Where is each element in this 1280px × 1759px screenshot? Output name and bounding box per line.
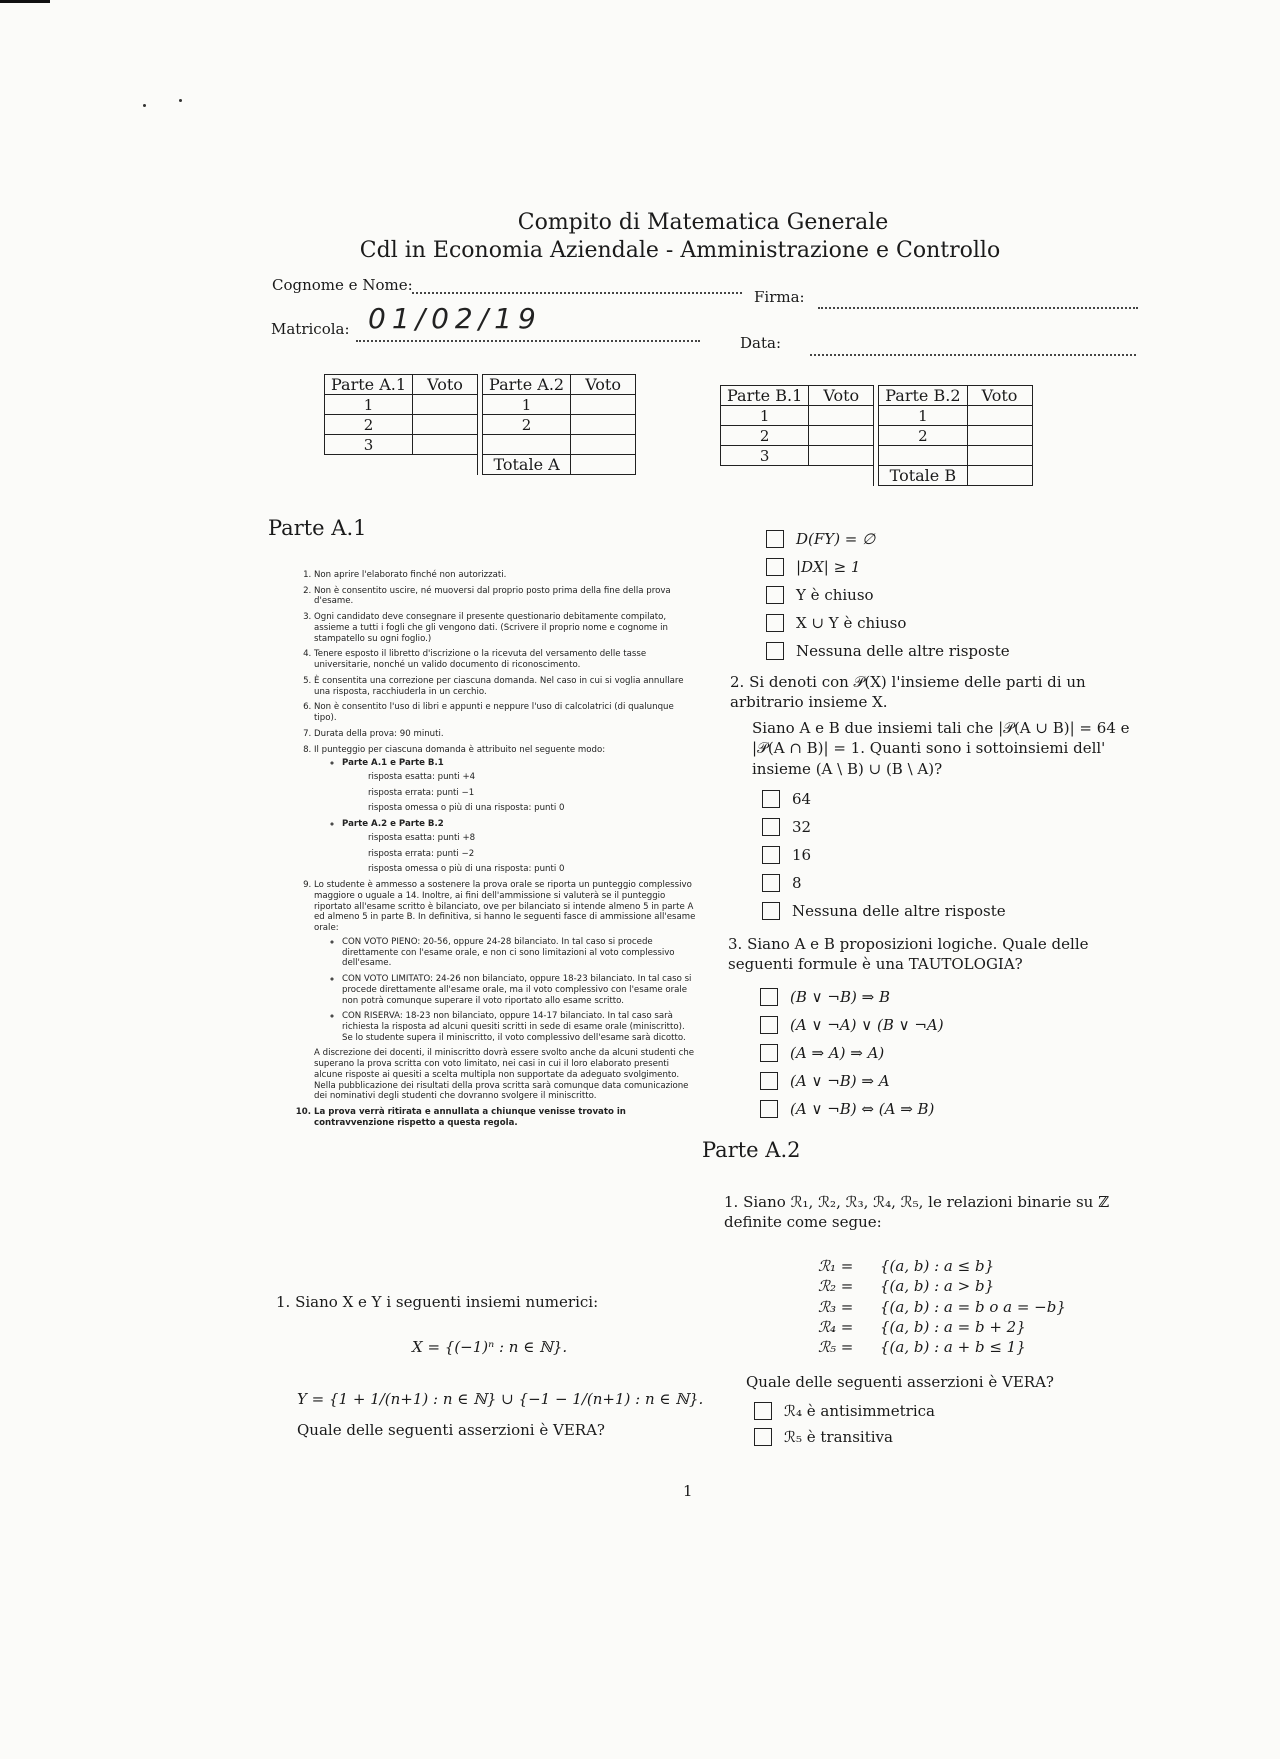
- scoring-item: risposta errata: punti −2: [368, 848, 475, 859]
- answer-option[interactable]: 16: [762, 846, 811, 864]
- checkbox[interactable]: [762, 846, 780, 864]
- question-text: Siano ℛ₁, ℛ₂, ℛ₃, ℛ₄, ℛ₅, le relazioni binarie su ℤ definite come segue:: [724, 1193, 1110, 1232]
- rule-item: 1. Non aprire l'elaborato finché non autorizzati.: [314, 570, 698, 581]
- question-prompt: Quale delle seguenti asserzioni è VERA?: [746, 1373, 1054, 1391]
- scoring-item: risposta esatta: punti +8: [368, 832, 476, 843]
- rule-item: [314, 880, 698, 1102]
- col-parte-a1: Parte A.1: [325, 375, 413, 395]
- id-field[interactable]: [356, 340, 700, 342]
- answer-option[interactable]: Y è chiuso: [766, 586, 874, 604]
- score-cell[interactable]: [967, 426, 1032, 446]
- rule-item: 7. Durata della prova: 90 minuti.: [314, 729, 698, 740]
- row-number: 3: [721, 446, 809, 466]
- scan-corner-mark: [0, 0, 50, 3]
- row-number: 3: [325, 435, 413, 455]
- checkbox[interactable]: [762, 790, 780, 808]
- rule-item: 2. Non è consentito uscire, né muoversi dal proprio posto prima della fine della prova d'esame.: [314, 586, 698, 607]
- total-b-cell[interactable]: [967, 466, 1032, 486]
- question-a1-3: 3. Siano A e B proposizioni logiche. Quale delle seguenti formule è una TAUTOLOGIA?: [728, 935, 1089, 974]
- exam-rules: [290, 570, 698, 1134]
- scan-speck: [179, 99, 182, 102]
- answer-option[interactable]: (B ∨ ¬B) ⇒ B: [760, 988, 890, 1006]
- scoring-item: risposta omessa o più di una risposta: punti 0: [368, 803, 565, 814]
- score-cell[interactable]: [413, 395, 478, 415]
- answer-option[interactable]: 32: [762, 818, 811, 836]
- row-number: 2: [483, 415, 571, 435]
- checkbox[interactable]: [760, 1016, 778, 1034]
- admission-band: ◦ CON VOTO LIMITATO: 24-26 non bilanciato, oppure 18-23 bilanciato. In tal caso si procede direttamente all'esame orale, ma il voto complessivo con l'esame orale non potrà comunque superare il voto riportato allo esame scritto.: [342, 974, 698, 1006]
- relation-row: ℛ₅ = {(a, b) : a + b ≤ 1}: [818, 1338, 1026, 1356]
- grade-table-b: [720, 385, 1033, 486]
- col-voto: Voto: [413, 375, 478, 395]
- title-line2: Cdl in Economia Aziendale - Amministrazione e Controllo: [359, 238, 1001, 263]
- question-a1-1: 1. Siano X e Y i seguenti insiemi numerici:: [276, 1293, 599, 1311]
- formula-x: X = {(−1)ⁿ : n ∈ ℕ}.: [412, 1338, 568, 1356]
- answer-option[interactable]: ℛ₅ è transitiva: [754, 1428, 893, 1446]
- col-voto: Voto: [809, 386, 874, 406]
- section-heading-a1: Parte A.1: [268, 516, 367, 540]
- rule-text: Lo studente è ammesso a sostenere la prova orale se riporta un punteggio complessivo maggiore o uguale a 14. Inoltre, ai fini dell'ammissione si valuterà se il punteggio riportato all'esame scritto è bilanciato, ove per bilanciato si intende almeno 5 in parte A ed almeno 5 in parte B. In definitiva, si hanno le seguenti fasce di ammissione all'esame orale:: [314, 880, 696, 934]
- row-number: 2: [325, 415, 413, 435]
- rule-item: 10. La prova verrà ritirata e annullata a chiunque venisse trovato in contravvenzione rispetto a questa regola.: [314, 1107, 698, 1128]
- score-cell[interactable]: [967, 406, 1032, 426]
- question-text: Si denoti con 𝒫(X) l'insieme delle parti di un arbitrario insieme X.: [730, 673, 1086, 712]
- rule-item: 5. È consentita una correzione per ciascuna domanda. Nel caso in cui si voglia annullare una risposta, racchiuderla in un cerchio.: [314, 676, 698, 697]
- relation-definitions: [818, 1256, 1066, 1357]
- row-number: 2: [721, 426, 809, 446]
- checkbox[interactable]: [766, 642, 784, 660]
- answer-option[interactable]: 8: [762, 874, 802, 892]
- row-number: 2: [879, 426, 967, 446]
- signature-field[interactable]: [818, 307, 1138, 309]
- relation-row: ℛ₄ = {(a, b) : a = b + 2}: [818, 1317, 1026, 1336]
- col-voto: Voto: [967, 386, 1032, 406]
- row-number: 1: [879, 406, 967, 426]
- relation-row: ℛ₂ = {(a, b) : a > b}: [818, 1277, 995, 1296]
- checkbox[interactable]: [762, 874, 780, 892]
- checkbox[interactable]: [766, 586, 784, 604]
- date-field[interactable]: [810, 354, 1136, 356]
- relation-row: ℛ₁ = {(a, b) : a ≤ b}: [818, 1257, 995, 1275]
- score-cell[interactable]: [809, 406, 874, 426]
- date-label: Data:: [740, 334, 781, 352]
- title-line1: Compito di Matematica Generale: [517, 210, 889, 235]
- id-handwritten: 01/02/19: [368, 302, 542, 335]
- relation-row: ℛ₃ = {(a, b) : a = b o a = −b}: [818, 1297, 1066, 1316]
- name-label: Cognome e Nome:: [272, 276, 413, 294]
- rule-item: 3. Ogni candidato deve consegnare il presente questionario debitamente compilato, assieme a tutti i fogli che gli vengono dati. (Scrivere il proprio nome e cognome in stampatello su ogni foglio.): [314, 612, 698, 644]
- total-b-label: Totale B: [879, 466, 967, 486]
- answer-option[interactable]: Nessuna delle altre risposte: [766, 642, 1010, 660]
- question-prompt: Quale delle seguenti asserzioni è VERA?: [297, 1421, 605, 1439]
- scoring-group: ◦ Parte A.2 e Parte B.2 risposta esatta: punti +8 risposta errata: punti −2 risposta omessa o più di una risposta: punti 0: [342, 819, 698, 875]
- checkbox[interactable]: [766, 558, 784, 576]
- score-cell[interactable]: [809, 426, 874, 446]
- scoring-item: risposta esatta: punti +4: [368, 772, 476, 783]
- scoring-item: risposta omessa o più di una risposta: punti 0: [368, 864, 565, 875]
- total-a-cell[interactable]: [571, 455, 636, 475]
- checkbox[interactable]: [754, 1428, 772, 1446]
- checkbox[interactable]: [762, 902, 780, 920]
- answer-option[interactable]: (A ∨ ¬B) ⇒ A: [760, 1072, 890, 1090]
- admission-band: ◦ CON RISERVA: 18-23 non bilanciato, oppure 14-17 bilanciato. In tal caso sarà richiesta la risposta ad alcuni quesiti scritti in sede di esame orale (miniscritto). Se lo studente supera il miniscritto, il voto complessivo dell'esame sarà dicotto.: [342, 1011, 698, 1043]
- answer-option[interactable]: D(FY) = ∅: [766, 530, 875, 548]
- admission-band: ◦ CON VOTO PIENO: 20-56, oppure 24-28 bilanciato. In tal caso si procede direttamente con l'esame orale, e non ci sono limitazioni al voto complessivo dell'esame.: [342, 937, 698, 969]
- row-number: 1: [483, 395, 571, 415]
- rule-item: 6. Non è consentito l'uso di libri e appunti e neppure l'uso di calcolatrici (di qualunque tipo).: [314, 702, 698, 723]
- formula-y: Y = {1 + 1/(n+1) : n ∈ ℕ} ∪ {−1 − 1/(n+1) : n ∈ ℕ}.: [297, 1390, 704, 1408]
- checkbox[interactable]: [762, 818, 780, 836]
- id-label: Matricola:: [271, 320, 350, 338]
- answer-option[interactable]: Nessuna delle altre risposte: [762, 902, 1006, 920]
- question-text: Siano X e Y i seguenti insiemi numerici:: [295, 1293, 599, 1311]
- answer-option[interactable]: 64: [762, 790, 811, 808]
- answer-option[interactable]: (A ∨ ¬B) ⇔ (A ⇒ B): [760, 1100, 934, 1118]
- row-number: 1: [325, 395, 413, 415]
- question-text: Siano A e B due insiemi tali che |𝒫(A ∪ B)| = 64 e |𝒫(A ∩ B)| = 1. Quanti sono i sottoinsiemi dell' insieme (A \ B) ∪ (B \ A)?: [752, 719, 1130, 778]
- answer-option[interactable]: (A ∨ ¬A) ∨ (B ∨ ¬A): [760, 1016, 944, 1034]
- answer-option[interactable]: (A ⇒ A) ⇒ A): [760, 1044, 884, 1062]
- checkbox[interactable]: [760, 988, 778, 1006]
- question-text: Siano A e B proposizioni logiche. Quale delle seguenti formule è una TAUTOLOGIA?: [728, 935, 1089, 974]
- scan-speck: [143, 104, 146, 107]
- answer-option[interactable]: |DX| ≥ 1: [766, 558, 860, 576]
- signature-label: Firma:: [754, 288, 805, 306]
- scoring-item: risposta errata: punti −1: [368, 787, 475, 798]
- total-a-label: Totale A: [483, 455, 571, 475]
- score-cell[interactable]: [571, 415, 636, 435]
- checkbox[interactable]: [760, 1044, 778, 1062]
- col-parte-a2: Parte A.2: [483, 375, 571, 395]
- col-parte-b1: Parte B.1: [721, 386, 809, 406]
- col-parte-b2: Parte B.2: [879, 386, 967, 406]
- score-cell[interactable]: [413, 435, 478, 455]
- checkbox[interactable]: [754, 1402, 772, 1420]
- question-a1-2: 2. Si denoti con 𝒫(X) l'insieme delle parti di un arbitrario insieme X.: [730, 673, 1086, 712]
- row-number: 1: [721, 406, 809, 426]
- grade-table-a: [324, 374, 636, 475]
- page-number: 1: [683, 1482, 693, 1500]
- name-field[interactable]: [412, 292, 742, 294]
- col-voto: Voto: [571, 375, 636, 395]
- score-cell[interactable]: [413, 415, 478, 435]
- section-heading-a2: Parte A.2: [702, 1138, 801, 1162]
- checkbox[interactable]: [760, 1072, 778, 1090]
- checkbox[interactable]: [766, 530, 784, 548]
- rule-note: A discrezione dei docenti, il miniscritto dovrà essere svolto anche da alcuni studenti che superano la prova scritta con voto limitato, nei casi in cui il loro elaborato presenti alcune risposte ai quesiti a scelta multipla non supportate da adeguato svolgimento. Nella pubblicazione dei risultati della prova scritta sarà comunque data comunicazione dei nominativi degli studenti che dovranno svolgere il miniscritto.: [314, 1048, 695, 1102]
- answer-option[interactable]: ℛ₄ è antisimmetrica: [754, 1402, 935, 1420]
- score-cell[interactable]: [809, 446, 874, 466]
- checkbox[interactable]: [760, 1100, 778, 1118]
- question-a2-1: 1. Siano ℛ₁, ℛ₂, ℛ₃, ℛ₄, ℛ₅, le relazioni binarie su ℤ definite come segue:: [724, 1193, 1110, 1232]
- score-cell[interactable]: [571, 395, 636, 415]
- rule-item: [314, 745, 698, 876]
- answer-option[interactable]: X ∪ Y è chiuso: [766, 614, 906, 632]
- checkbox[interactable]: [766, 614, 784, 632]
- rule-text: Il punteggio per ciascuna domanda è attribuito nel seguente modo:: [314, 744, 606, 755]
- scoring-group: ◦ Parte A.1 e Parte B.1 risposta esatta: punti +4 risposta errata: punti −1 risposta omessa o più di una risposta: punti 0: [342, 758, 698, 814]
- rule-item: 4. Tenere esposto il libretto d'iscrizione o la ricevuta del versamento delle tasse universitarie, nonché un valido documento di riconoscimento.: [314, 649, 698, 670]
